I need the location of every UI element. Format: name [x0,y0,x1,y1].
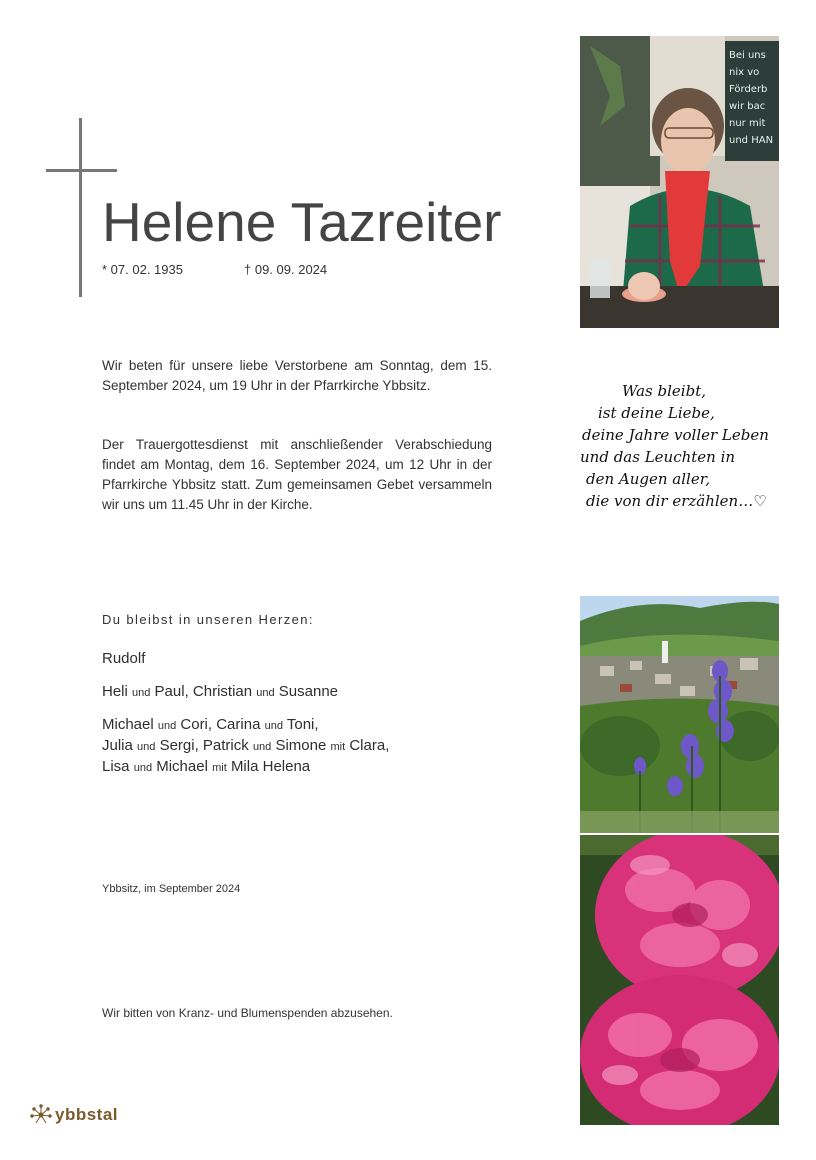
family-names: Susanne [278,683,339,700]
logo-text: ybbstal [55,1105,119,1124]
place-date: Ybbsitz, im September 2024 [102,883,241,895]
quote-line-5: den Augen aller, [586,470,711,488]
connector-word: und [157,720,177,732]
grandchildren-line-2 [102,735,389,758]
birth-date: * 07. 02. 1935 [102,262,183,277]
quote-line-1: Was bleibt, [622,382,706,400]
family-names: Michael [156,758,208,775]
connector-word: und [137,741,156,753]
dandelion-icon [30,1104,52,1126]
children-line [102,681,338,704]
landscape-photo [580,596,779,833]
chalkboard-line-5: nur mit [729,118,766,129]
handwritten-quote [572,380,787,530]
family-names: Paul, Christian [154,683,253,700]
chalkboard-line-3: Förderb [729,84,768,95]
quote-line-6: die von dir erzählen…♡ [586,492,767,510]
prayer-paragraph: Wir beten für unsere liebe Verstorbene am Sonntag, dem 15. September 2024, um 19 Uhr in der Pfarrkirche Ybbsitz. [102,358,492,393]
connector-word: mit [330,741,346,753]
family-names: Toni, [286,716,319,733]
spouse-name: Rudolf [102,650,146,667]
connector-word: und [132,687,151,699]
donation-note: Wir bitten von Kranz- und Blumenspenden abzusehen. [102,1006,393,1020]
connector-word: und [252,741,272,753]
chalkboard-line-2: nix vo [729,67,760,78]
grandchildren-line-1 [102,714,319,737]
chalkboard-line-6: und HAN [729,135,774,146]
cross-vertical-bar [79,118,82,297]
portrait-photo [580,36,779,328]
family-names: Clara, [349,737,390,754]
deceased-name: Helene Tazreiter [102,191,502,253]
family-names: Julia [102,737,133,754]
connector-word: mit [212,762,227,774]
connector-word: und [256,687,275,699]
family-intro: Du bleibst in unseren Herzen: [102,612,314,627]
chalkboard-line-4: wir bac [729,101,766,112]
death-date: † 09. 09. 2024 [244,262,328,277]
quote-line-4: und das Leuchten in [580,448,736,466]
chalkboard-line-1: Bei uns [729,50,766,61]
family-names: Simone [275,737,327,754]
family-names: Lisa [102,758,130,775]
peony-photo [580,835,779,1125]
quote-line-2: ist deine Liebe, [598,404,715,422]
family-names: Michael [102,716,154,733]
cross-horizontal-bar [46,169,117,172]
ybbstal-logo [30,1104,118,1126]
grandchildren-line-3 [102,756,310,779]
family-names: Sergi, Patrick [159,737,249,754]
family-names: Cori, Carina [180,716,261,733]
family-names: Mila Helena [230,758,311,775]
connector-word: und [264,720,283,732]
connector-word: und [133,762,153,774]
family-names: Heli [102,683,128,700]
quote-line-3: deine Jahre voller Leben [582,426,769,444]
service-paragraph: Der Trauergottesdienst mit anschließender Verabschiedung findet am Montag, dem 16. September 2024, um 12 Uhr in der Pfarrkirche Ybbsitz statt. Zum gemeinsamen Gebet versammeln wir uns um 11.45 Uhr in der Kirche. [102,437,492,512]
